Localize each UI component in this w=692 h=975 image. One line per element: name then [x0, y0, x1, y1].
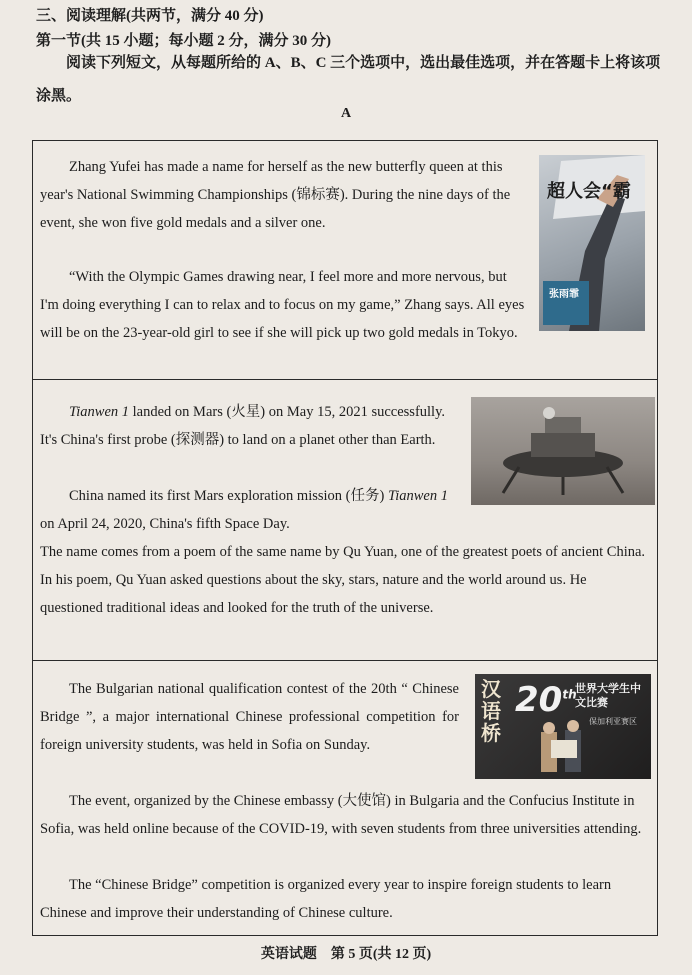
passage3-paragraph1: The Bulgarian national qualification contest of the 20th “ Chinese Bridge ”, a major international Chinese professional competition for foreign university students, was held in Sofia on Sunday. [40, 681, 459, 753]
swimmer-photo-text: 超人会“霸 [547, 181, 631, 202]
passage1-paragraph1: Zhang Yufei has made a name for herself as the new butterfly queen at this year's National Swimming Championships (锦标赛). During the nine days of the event, she won five gold medals and a silver one. [40, 159, 511, 231]
mission-name: Tianwen 1 [69, 404, 130, 420]
region-name: 保加利亚赛区 [589, 717, 637, 726]
section-label: A [340, 106, 352, 121]
swimmer-photo [539, 155, 645, 331]
passage2-paragraph3: The name comes from a poem of the same name by Qu Yuan, one of the greatest poets of ancient China. In his poem, Qu Yuan asked questions about the sky, stars, nature and the world around us. He questioned traditional ideas and looked for the truth of the universe. [40, 544, 646, 616]
passage3-paragraph2: The event, organized by the Chinese embassy (大使馆) in Bulgaria and the Confucius Institute in Sofia, was held online because of the COVID-19, with seven students from three universities attending. [40, 793, 642, 837]
edition-number: 20th [515, 680, 577, 720]
chinese-bridge-logo-text: 汉语桥 [481, 677, 501, 745]
passage3-paragraph3: The “Chinese Bridge” competition is organized every year to inspire foreign students to learn Chinese and improve their understanding of Chinese culture. [40, 877, 612, 921]
instruction-text: 阅读下列短文，从每题所给的 A、B、C 三个选项中，选出最佳选项，并在答题卡上将该项涂黑。 [36, 55, 661, 104]
passage2-paragraph2: China named its first Mars exploration mission (任务) Tianwen 1 on April 24, 2020, China's fifth Space Day. [40, 488, 448, 532]
passages-frame [32, 140, 658, 936]
swimmer-photo-caption: 张雨霏 [549, 289, 579, 300]
page-footer: 英语试题 第 5 页(共 12 页) [260, 947, 432, 962]
passage1-paragraph2: “With the Olympic Games drawing near, I feel more and more nervous, but I'm doing everything I can to relax and to focus on my game,” Zhang says. All eyes will be on the 23-year-old girl to see if she will pick up two gold medals in Tokyo. [40, 269, 525, 341]
mars-lander-photo [471, 397, 655, 505]
chinese-bridge-photo [475, 674, 651, 779]
subsection-header: 第一节(共 15 小题；每小题 2 分，满分 30 分) [36, 33, 331, 49]
passage-divider-1 [33, 379, 657, 380]
passage-divider-2 [33, 660, 657, 661]
section-header: 三、阅读理解(共两节，满分 40 分) [36, 8, 264, 24]
mission-name: Tianwen 1 [387, 488, 448, 504]
passage2-paragraph1: Tianwen 1 landed on Mars (火星) on May 15, 2021 successfully. It's China's first probe (探测器) to land on a planet other than Earth. [40, 404, 446, 448]
competition-name: 世界大学生中文比赛 [575, 682, 641, 709]
mars-lander-illustration [471, 397, 655, 505]
